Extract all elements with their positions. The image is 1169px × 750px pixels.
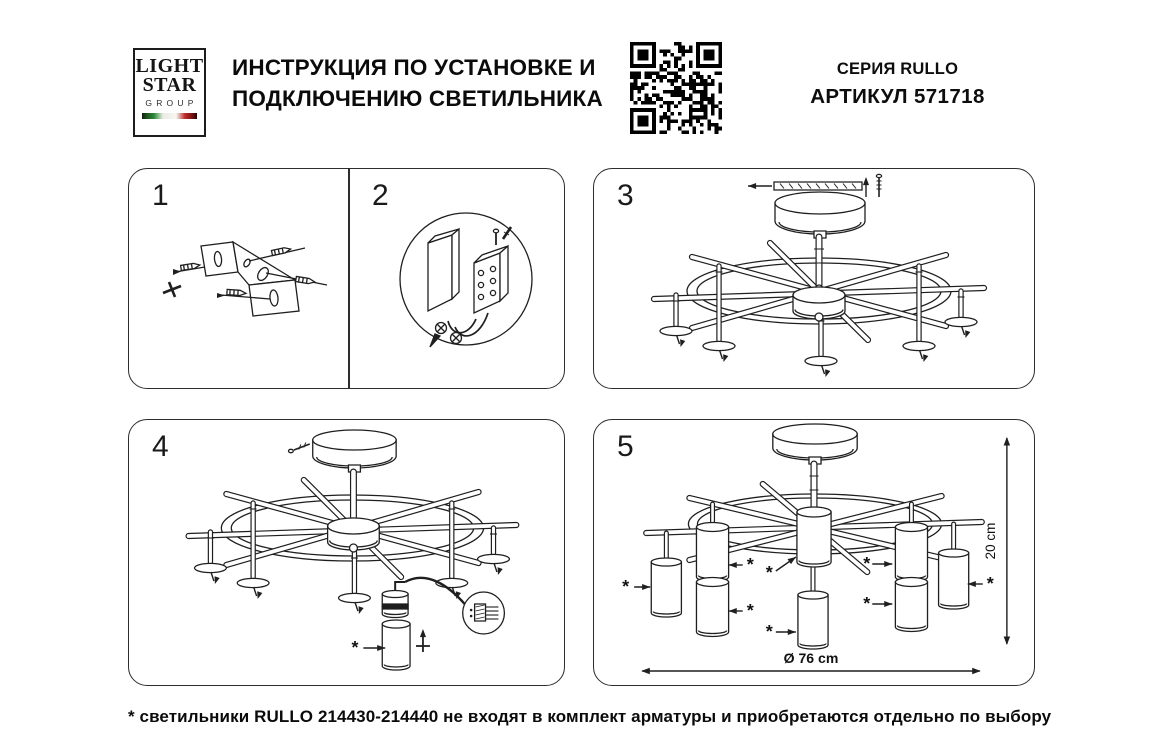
asterisk-marker: * (746, 600, 754, 620)
title-line-2: ПОДКЛЮЧЕНИЮ СВЕТИЛЬНИКА (232, 86, 603, 111)
asterisk-marker: * (863, 553, 871, 573)
panel-step-4 (128, 419, 565, 686)
logo-line-2: STAR (142, 74, 197, 96)
asterisk-marker: * (863, 593, 871, 613)
italian-flag-stripe (142, 113, 197, 119)
title-line-1: ИНСТРУКЦИЯ ПО УСТАНОВКЕ И (232, 55, 596, 80)
qr-code (630, 42, 722, 134)
panel-steps-1-2 (128, 168, 565, 389)
asterisk-marker: * (986, 573, 994, 593)
step-2-drawing-wiring (348, 169, 566, 386)
lightstar-logo (133, 48, 206, 137)
step-5-drawing-assembled (594, 420, 1033, 683)
article-label: АРТИКУЛ 571718 (810, 85, 985, 108)
dim-diameter-label: Ø 76 cm (783, 650, 839, 666)
step-5-number: 5 (617, 430, 634, 463)
step-3-number: 3 (617, 179, 634, 212)
page-title (232, 52, 603, 114)
logo-line-1: LIGHT (135, 55, 204, 77)
asterisk-marker: * (765, 562, 773, 582)
asterisk-marker: * (765, 621, 773, 641)
asterisk-marker: * (746, 554, 754, 574)
panel-step-5 (593, 419, 1035, 686)
dim-height-label: 20 cm (982, 522, 998, 560)
step-3-drawing-frame (594, 169, 1032, 386)
panel-step-3 (593, 168, 1035, 389)
series-label: СЕРИЯ RULLO (836, 60, 959, 78)
asterisk-marker: * (351, 636, 359, 658)
step-4-drawing-lamp-install (129, 420, 563, 683)
step-2-number: 2 (372, 179, 389, 212)
step-4-number: 4 (152, 430, 169, 463)
footnote: * светильники RULLO 214430-214440 не входят в комплект арматуры и приобретаются отдельно по выбору (128, 707, 1052, 726)
logo-line-3: GROUP (145, 98, 198, 108)
step-1-drawing-bracket (129, 169, 348, 386)
step-1-number: 1 (152, 179, 169, 212)
asterisk-marker: * (622, 576, 630, 596)
product-info (790, 60, 1005, 109)
